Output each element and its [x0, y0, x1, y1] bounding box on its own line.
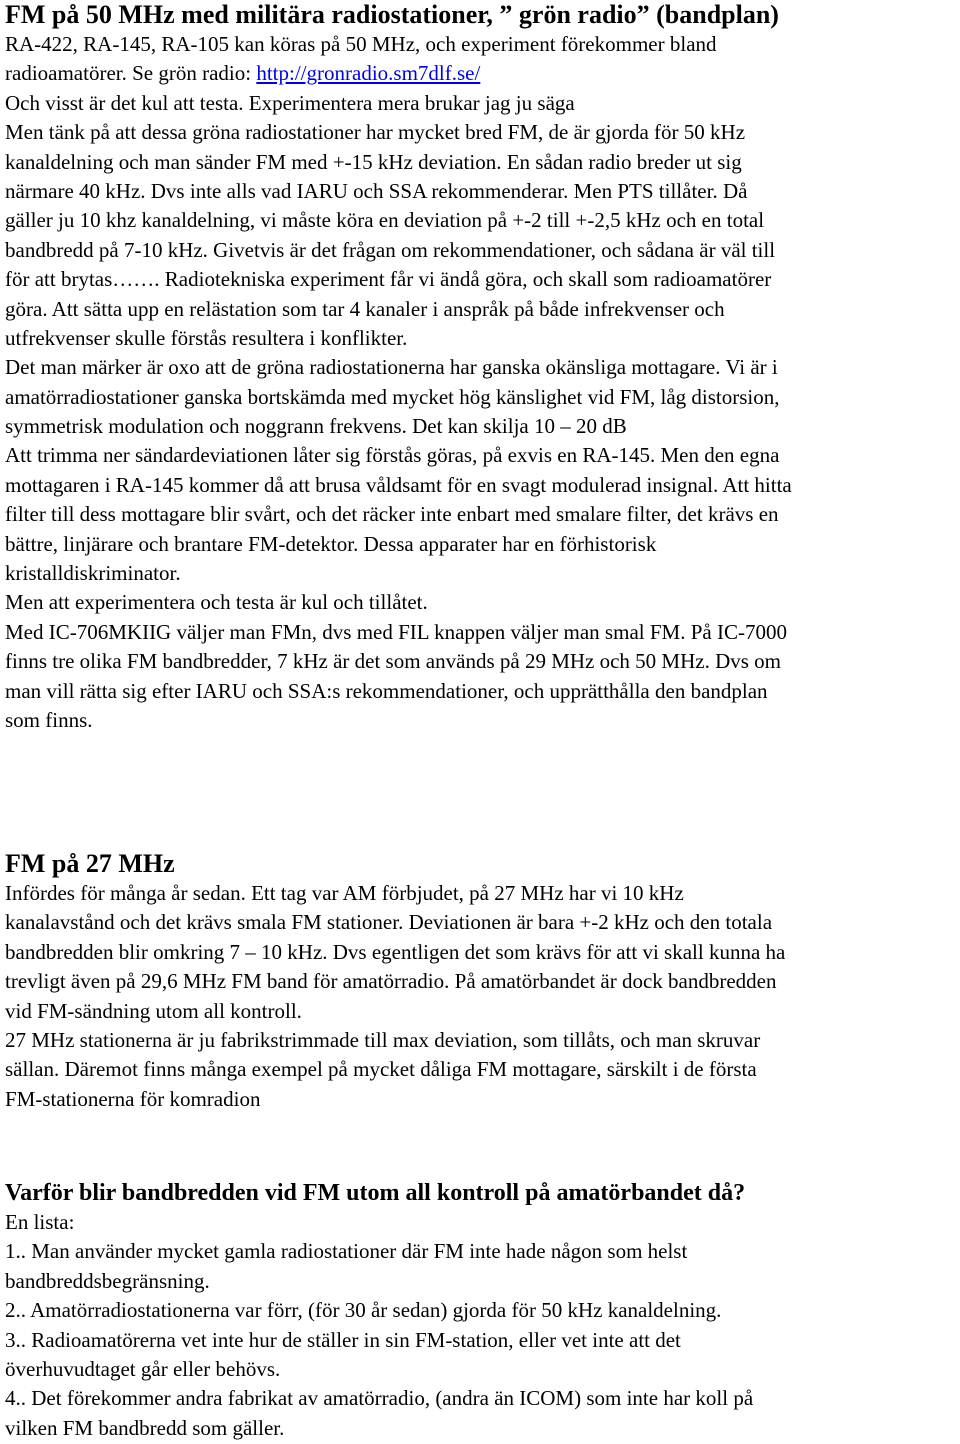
paragraph-line: filter till dess mottagare blir svårt, och det räcker inte enbart med smalare filter, det krävs en — [5, 502, 779, 527]
paragraph-line: bättre, linjärare och brantare FM-detektor. Dessa apparater har en förhistorisk — [5, 531, 657, 556]
section-why-bandwidth — [5, 1178, 955, 1443]
paragraph-line: göra. Att sätta upp en relästation som tar 4 kanaler i anspråk på både infrekvenser och — [5, 296, 725, 321]
gronradio-link[interactable]: http://gronradio.sm7dlf.se/ — [256, 61, 481, 86]
paragraph-line: Men att experimentera och testa är kul och tillåtet. — [5, 590, 428, 615]
paragraph-line: sällan. Däremot finns många exempel på mycket dåliga FM mottagare, särskilt i de första — [5, 1057, 757, 1082]
section-body — [5, 1208, 955, 1443]
paragraph-line: 3.. Radioamatörerna vet inte hur de ställer in sin FM-station, eller vet inte att det — [5, 1327, 681, 1352]
section-heading: FM på 27 MHz — [5, 849, 175, 878]
paragraph-line: bandbreddsbegränsning. — [5, 1268, 210, 1293]
paragraph-line: överhuvudtaget går eller behövs. — [5, 1356, 281, 1381]
paragraph-line: 27 MHz stationerna är ju fabrikstrimmade till max deviation, som tillåts, och man skruvar — [5, 1027, 761, 1052]
paragraph-line: kanalavstånd och det krävs smala FM stationer. Deviationen är bara +-2 kHz och den totala — [5, 910, 773, 935]
paragraph-line: gäller ju 10 khz kanaldelning, vi måste köra en deviation på +-2 till +-2,5 kHz och en total — [5, 208, 765, 233]
paragraph-line: 2.. Amatörradiostationerna var förr, (för 30 år sedan) gjorda för 50 kHz kanaldelning. — [5, 1298, 722, 1323]
paragraph-line: Det man märker är oxo att de gröna radiostationerna har ganska okänsliga mottagare. Vi är i — [5, 355, 778, 380]
paragraph-line: symmetrisk modulation och noggrann frekvens. Det kan skilja 10 – 20 dB — [5, 414, 627, 439]
paragraph-line: bandbredd på 7-10 kHz. Givetvis är det frågan om rekommendationer, och sådana är väl till — [5, 237, 776, 262]
section-27mhz — [5, 849, 955, 1114]
paragraph-line: 1.. Man använder mycket gamla radiostationer där FM inte hade någon som helst — [5, 1239, 688, 1264]
paragraph-line: Infördes för många år sedan. Ett tag var AM förbjudet, på 27 MHz har vi 10 kHz — [5, 881, 684, 905]
paragraph-line: trevligt även på 29,6 MHz FM band för amatörradio. På amatörbandet är dock bandbredden — [5, 969, 777, 994]
paragraph-line: Och visst är det kul att testa. Experimentera mera brukar jag ju säga — [5, 90, 575, 115]
section-body — [5, 879, 955, 1114]
paragraph-line: bandbredden blir omkring 7 – 10 kHz. Dvs egentligen det som krävs för att vi skall kunna ha — [5, 939, 786, 964]
paragraph-line: som finns. — [5, 707, 93, 732]
paragraph-line: man vill rätta sig efter IARU och SSA:s rekommendationer, och upprätthålla den bandplan — [5, 678, 768, 703]
paragraph-line: Men tänk på att dessa gröna radiostationer har mycket bred FM, de är gjorda för 50 kHz — [5, 120, 746, 145]
paragraph-line: FM-stationerna för komradion — [5, 1086, 261, 1111]
link-prefix: radioamatörer. Se grön radio: — [5, 61, 257, 86]
paragraph-line: amatörradiostationer ganska bortskämda med mycket hög känslighet vid FM, låg distorsion, — [5, 384, 780, 409]
paragraph-line: kanaldelning och man sänder FM med +-15 kHz deviation. En sådan radio breder ut sig — [5, 149, 742, 174]
section-heading: FM på 50 MHz med militära radiostationer, ” grön radio” (bandplan) — [5, 0, 779, 29]
paragraph-line: vilken FM bandbredd som gäller. — [5, 1415, 285, 1440]
paragraph-line: Att trimma ner sändardeviationen låter sig förstås göras, på exvis en RA-145. Men den egna — [5, 443, 780, 468]
paragraph-line: 4.. Det förekommer andra fabrikat av amatörradio, (andra än ICOM) som inte har koll på — [5, 1386, 754, 1411]
paragraph-line — [5, 59, 955, 88]
paragraph-line: En lista: — [5, 1210, 75, 1234]
paragraph-line: för att brytas……. Radiotekniska experiment får vi ändå göra, och skall som radioamatörer — [5, 267, 772, 292]
paragraph-line: närmare 40 kHz. Dvs inte alls vad IARU och SSA rekommenderar. Men PTS tillåter. Då — [5, 178, 748, 203]
paragraph-line: mottagaren i RA-145 kommer då att brusa våldsamt för en svagt modulerad insignal. Att hitta — [5, 472, 792, 497]
paragraph-line: kristalldiskriminator. — [5, 561, 181, 586]
paragraph-line: vid FM-sändning utom all kontroll. — [5, 998, 302, 1023]
paragraph-line: RA-422, RA-145, RA-105 kan köras på 50 MHz, och experiment förekommer bland — [5, 32, 717, 56]
paragraph-line: Med IC-706MKIIG väljer man FMn, dvs med FIL knappen väljer man smal FM. På IC-7000 — [5, 619, 787, 644]
section-body — [5, 89, 955, 736]
section-50mhz — [5, 0, 955, 735]
paragraph-line: utfrekvenser skulle förstås resultera i konflikter. — [5, 325, 408, 350]
paragraph-line: finns tre olika FM bandbredder, 7 kHz är det som används på 29 MHz och 50 MHz. Dvs om — [5, 649, 782, 674]
section-heading: Varför blir bandbredden vid FM utom all kontroll på amatörbandet då? — [5, 1180, 746, 1206]
